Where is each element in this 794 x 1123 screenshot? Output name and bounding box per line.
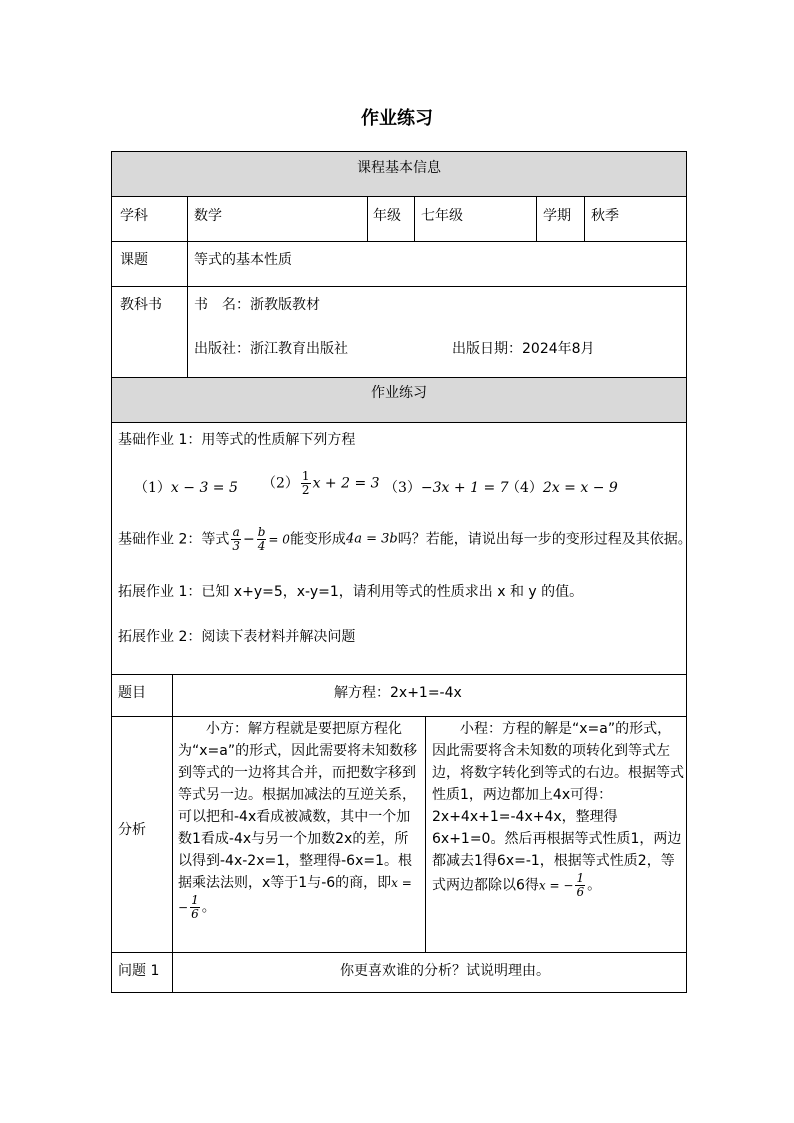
basic2-frac1-num: a: [232, 525, 240, 539]
extension-homework-1: 拓展作业 1：已知 x+y=5，x-y=1，请利用等式的性质求出 x 和 y 的值。: [118, 584, 584, 600]
course-info-header: [112, 152, 686, 196]
homework-header-text: 作业练习: [371, 385, 427, 401]
eq4: [506, 478, 618, 498]
pub-date: [452, 339, 595, 359]
homework-header: [112, 377, 686, 422]
xiaofang-text: 小方：解方程就是要把原方程化为“x=a”的形式，因此需要将未知数移到等式的一边将其合并，而把数字移到等式另一边。根据加减法的互逆关系，可以把和-4x看成被减数，其中一个加数1看成-4x与另一个加数2x的差，所以得到-4x-2x=1，整理得-6x=1。根据乘法法则，x等于1与-6的商，即: [178, 721, 418, 891]
xiaofang-analysis: [178, 718, 422, 921]
xiaofang-ans-num: 1: [191, 893, 199, 907]
page-title: 作业练习: [361, 108, 433, 129]
eq3-label: （3）: [384, 480, 421, 496]
xiaofang-ans-prefix: x = −: [178, 876, 412, 915]
course-info-header-text: 课程基本信息: [357, 160, 441, 176]
eq3-expr: −3x + 1 = 7: [420, 480, 509, 496]
equation-row: [134, 470, 674, 510]
eq2: [262, 470, 380, 497]
basic2-frac2-num: b: [257, 525, 266, 539]
topic-label: 课题: [120, 252, 148, 268]
publisher: [194, 339, 348, 359]
xiaocheng-end: 。: [587, 877, 602, 894]
term-label: 学期: [543, 208, 571, 224]
extension-homework-2: 拓展作业 2：阅读下表材料并解决问题: [118, 629, 356, 645]
eq2-num: 1: [301, 469, 310, 483]
book-name-label: 书 名：: [194, 297, 250, 313]
eq4-expr: 2x = x − 9: [542, 480, 618, 496]
grade-label: 年级: [373, 208, 401, 224]
basic2-eq: = 0: [268, 532, 290, 547]
eq1: [134, 478, 238, 498]
question-1-label: 问题 1: [118, 963, 160, 979]
basic2-suffix: 吗？若能，请说出每一步的变形过程及其依据。: [397, 531, 692, 548]
xiaofang-ans-den: 6: [191, 907, 199, 921]
subject-value: 数学: [194, 208, 222, 224]
book-name: [194, 295, 320, 315]
topic-value: 等式的基本性质: [194, 252, 292, 268]
question-1-text: 你更喜欢谁的分析？试说明理由。: [340, 963, 550, 979]
sub-topic-label: 题目: [118, 685, 146, 701]
xiaocheng-analysis: [432, 718, 684, 899]
xiaocheng-ans-num: 1: [576, 871, 585, 885]
grade-value: 七年级: [421, 208, 463, 224]
textbook-label: 教科书: [120, 297, 162, 313]
analysis-label: 分析: [118, 822, 146, 838]
basic-homework-2: [118, 525, 692, 553]
eq4-label: （4）: [506, 480, 543, 496]
subject-label: 学科: [120, 208, 148, 224]
eq1-label: （1）: [134, 480, 171, 496]
xiaofang-end: 。: [201, 899, 216, 916]
basic2-frac2-den: 4: [257, 539, 266, 553]
term-value: 秋季: [591, 208, 619, 224]
basic-homework-1: 基础作业 1：用等式的性质解下列方程: [118, 432, 356, 448]
basic2-eq2: 4a = 3b: [345, 531, 398, 547]
basic2-frac1-den: 3: [232, 539, 240, 553]
book-name-value: 浙教版教材: [250, 297, 320, 313]
basic2-mid: 能变形成: [289, 531, 346, 548]
xiaocheng-text: 小程：方程的解是“x=a”的形式，因此需要将含未知数的项转化到等式左边，将数字转化到等式的右边。根据等式性质1，两边都加上4x可得：2x+4x+1=-4x+4x，整理得6x+1=0。然后再根据等式性质1，两边都减去1得6x=-1，根据等式性质2，等式两边都除以6得: [432, 721, 684, 894]
xiaocheng-ans-den: 6: [576, 885, 585, 899]
eq3: [384, 478, 509, 498]
pub-date-label: 出版日期：: [452, 341, 522, 357]
xiaocheng-ans-prefix: x = −: [538, 878, 574, 893]
eq1-expr: x − 3 = 5: [170, 480, 238, 496]
eq2-expr: x + 2 = 3: [312, 475, 380, 492]
eq2-den: 2: [301, 483, 310, 497]
pub-date-value: 2024年8月: [522, 341, 595, 357]
publisher-label: 出版社：: [194, 341, 250, 357]
basic2-prefix: 基础作业 2：等式: [118, 531, 230, 548]
sub-topic-value: 解方程：2x+1=-4x: [334, 685, 462, 701]
basic2-minus: −: [243, 531, 255, 548]
publisher-value: 浙江教育出版社: [250, 341, 348, 357]
eq2-label: （2）: [262, 475, 299, 492]
worksheet-table: [111, 151, 692, 993]
